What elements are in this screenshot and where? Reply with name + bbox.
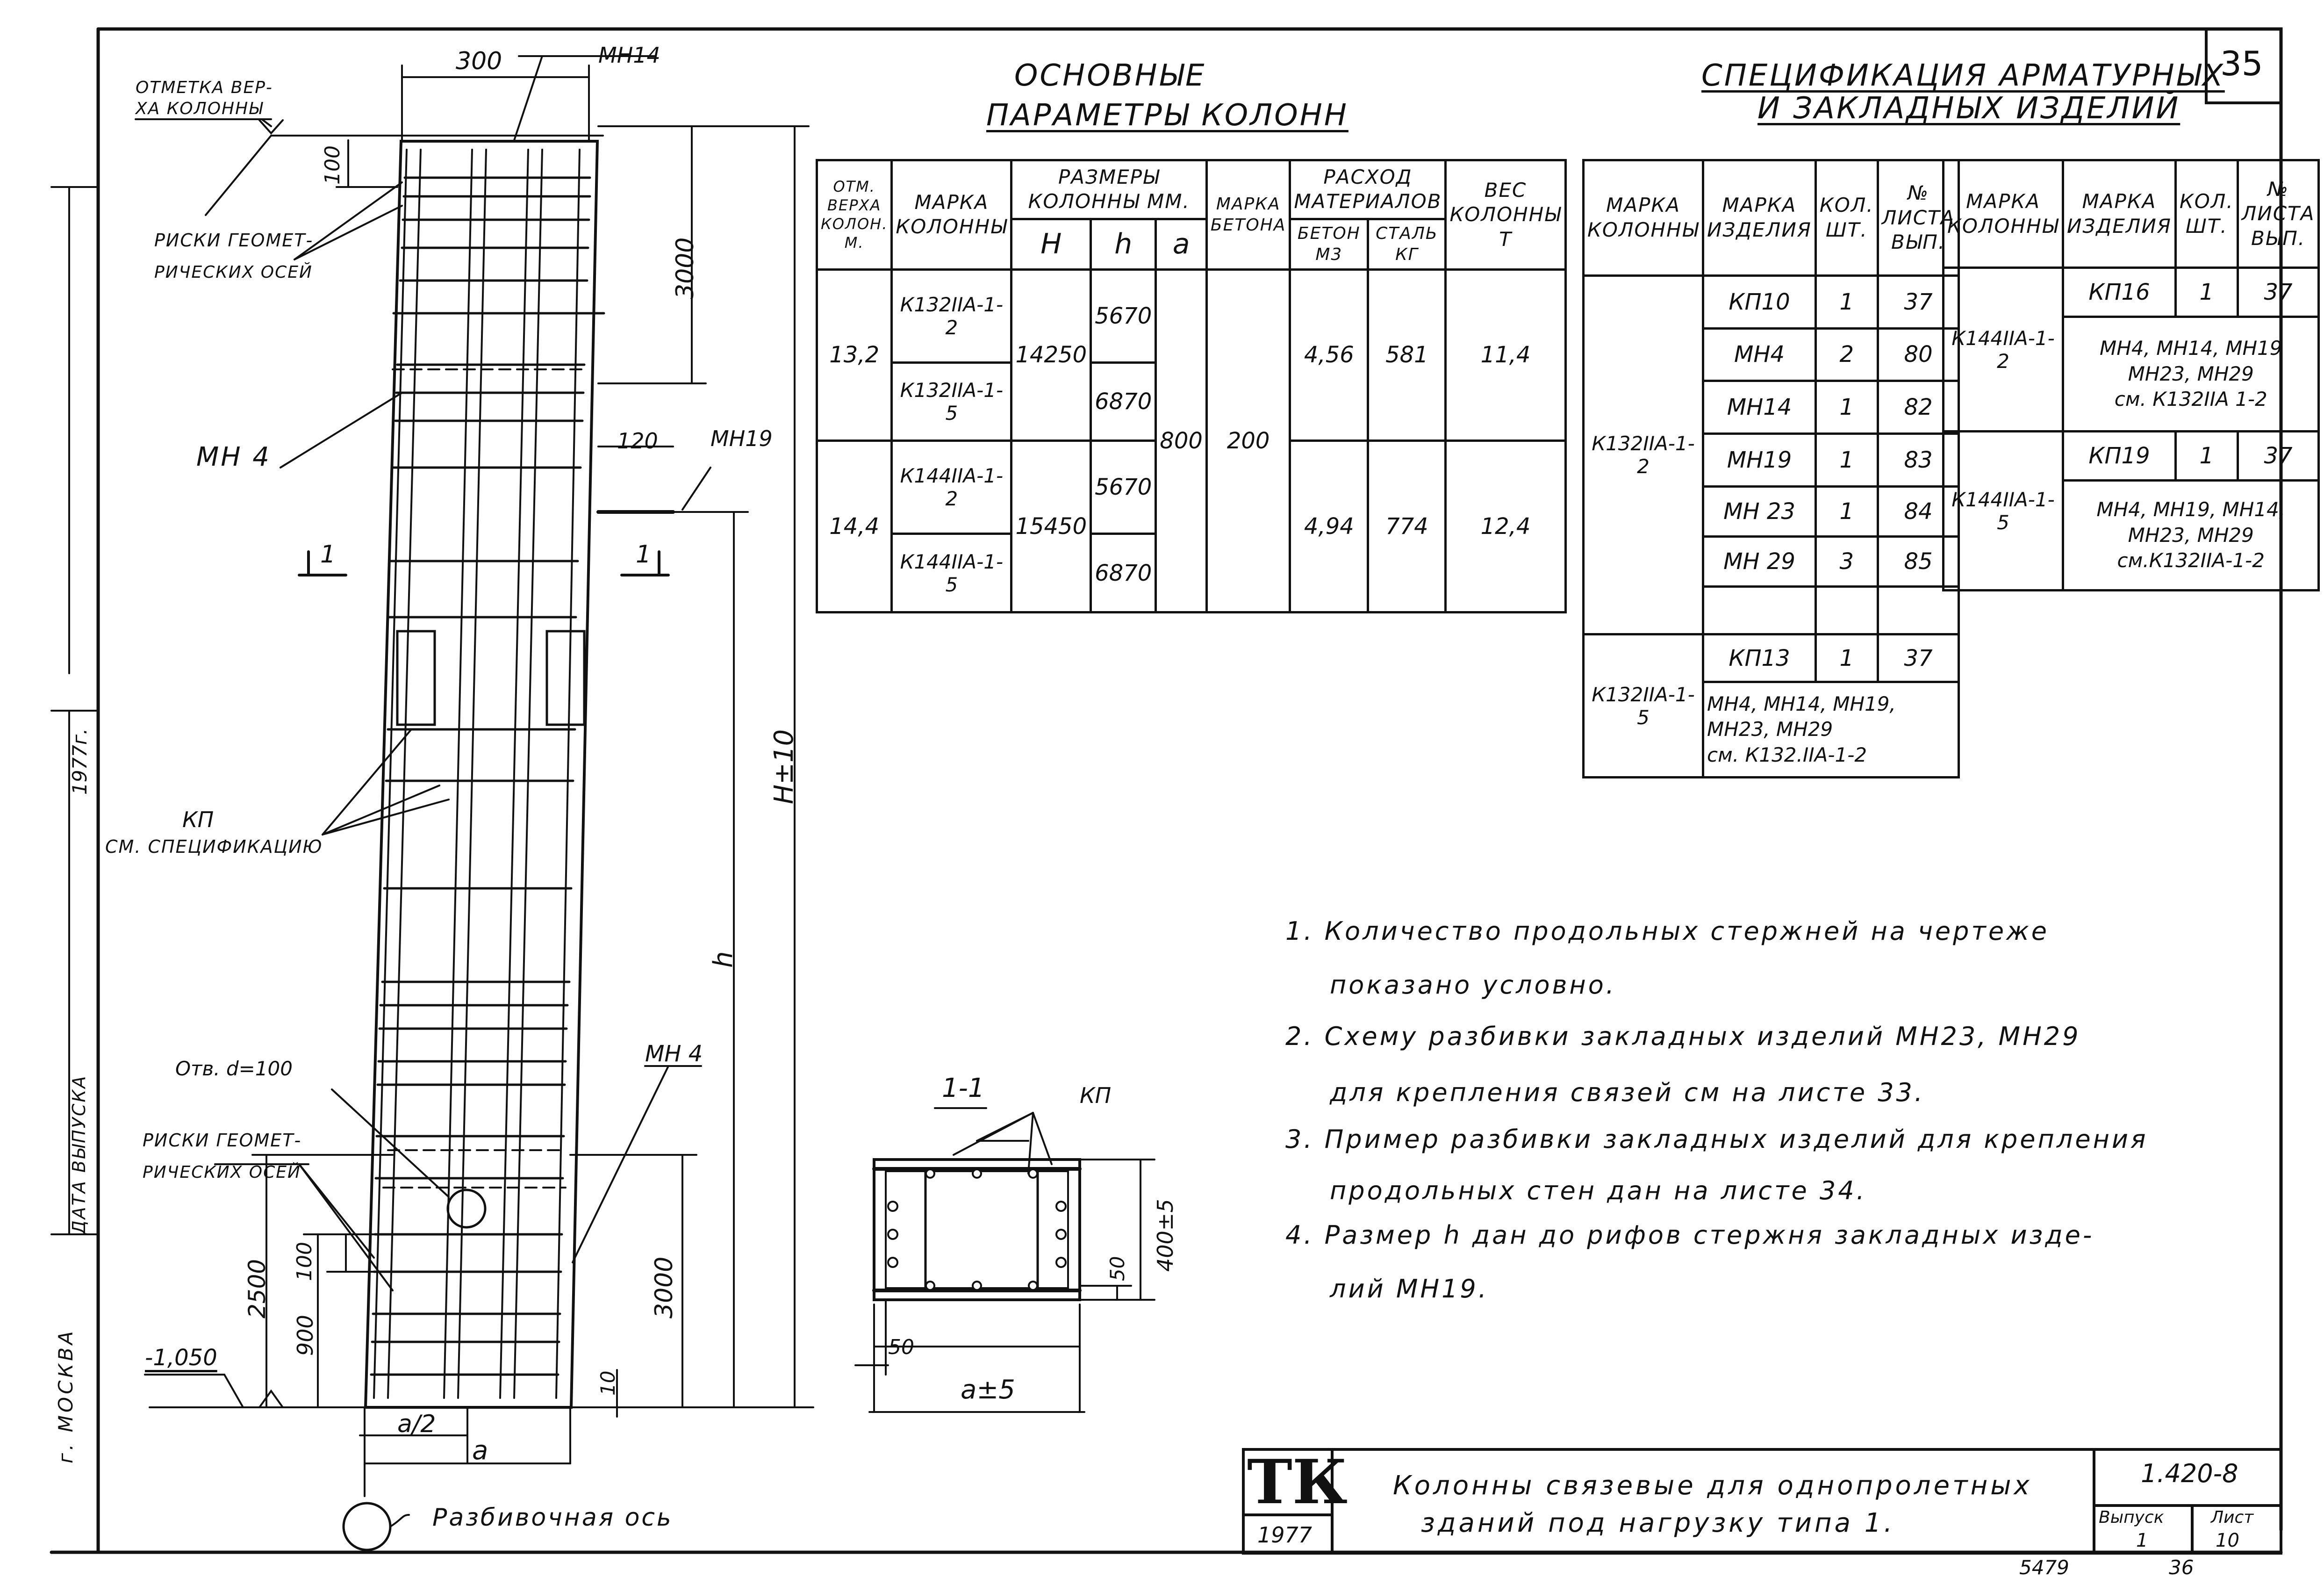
spec-l2-qty: 1 — [1815, 634, 1878, 682]
spec-l-item-6: МН 29 — [1703, 536, 1816, 586]
bottom-number-1: 5479 — [2019, 1556, 2069, 1579]
params-title-2: ПАРАМЕТРЫ КОЛОНН — [986, 98, 1348, 133]
spec-l2-item: КП13 — [1703, 634, 1816, 682]
spec-r-h-qty: КОЛ. ШТ. — [2175, 160, 2238, 268]
params-steel-1: 581 — [1368, 269, 1446, 441]
spec-r-h-sheet: № ЛИСТА ВЫП. — [2238, 160, 2319, 268]
params-m3-1: 4,56 — [1290, 269, 1368, 441]
params-h-weight: ВЕС КОЛОННЫ Т — [1446, 160, 1565, 270]
spec-l-h-item: МАРКА ИЗДЕЛИЯ — [1703, 160, 1816, 276]
spec-r1-note — [2063, 317, 2319, 432]
geom-axes-top-2: РИЧЕСКИХ ОСЕЙ — [154, 263, 313, 282]
top-note-line2: ХА КОЛОННЫ — [136, 99, 264, 118]
bottom-number-2: 36 — [2169, 1556, 2194, 1579]
hole-d100 — [448, 1190, 485, 1227]
spec-r2-item: КП19 — [2063, 432, 2176, 481]
spec-l-sheet-4: 83 — [1878, 433, 1959, 486]
spec-r-h-item: МАРКА ИЗДЕЛИЯ — [2063, 160, 2176, 268]
params-weight-1: 11,4 — [1446, 269, 1565, 441]
spec-l-item-5: МН 23 — [1703, 486, 1816, 536]
layout-axis-circle — [344, 1503, 390, 1550]
params-H-2: 15450 — [1011, 441, 1091, 612]
spec-l-sheet-5: 84 — [1878, 486, 1959, 536]
spec-r-mark-2: К144IIА-1-5 — [1944, 432, 2063, 591]
label-kp: КП — [182, 807, 214, 832]
note-line-2: показано условно. — [1330, 970, 1616, 1000]
params-table — [816, 159, 1567, 613]
sheet-number: 35 — [2220, 44, 2263, 83]
params-h-consumption: РАСХОД МАТЕРИАЛОВ — [1290, 160, 1446, 219]
spec-l-item-2: МН4 — [1703, 328, 1816, 381]
section-outline — [874, 1160, 1080, 1300]
dim-10: 10 — [596, 1370, 619, 1396]
spec-r1-sheet: 37 — [2238, 268, 2319, 317]
params-H-1: 14250 — [1011, 269, 1091, 441]
spec-l-qty-5: 1 — [1815, 486, 1878, 536]
section-dim-50-left: 50 — [888, 1335, 914, 1359]
dim-3000-top: 3000 — [671, 237, 699, 299]
drawing-title-2: зданий под нагрузку типа 1. — [1421, 1508, 1895, 1538]
drawing-title-1: Колонны связевые для однопролетных — [1393, 1470, 2032, 1501]
spec-l-h-col: МАРКА КОЛОННЫ — [1584, 160, 1703, 276]
label-mn19: МН19 — [710, 426, 773, 451]
section-dim-50-right: 50 — [1106, 1256, 1129, 1281]
note-line-8: лий МН19. — [1330, 1274, 1489, 1304]
dim-h10: H±10 — [769, 729, 799, 804]
params-h-a: a — [1156, 219, 1207, 269]
issue-value: 1 — [2136, 1530, 2148, 1551]
dim-3000-bot: 3000 — [650, 1256, 678, 1318]
spec-table-left — [1582, 159, 1960, 778]
note-line-5: 3. Пример разбивки закладных изделий для крепления — [1285, 1124, 2148, 1154]
kp-plate-right — [547, 631, 584, 725]
top-note-line1: ОТМЕТКА ВЕР- — [136, 78, 273, 97]
label-mn4-left: МН 4 — [196, 442, 271, 472]
dim-100-top: 100 — [321, 145, 344, 185]
params-mark-2b: К144IIА-1-5 — [892, 534, 1011, 612]
spec-r1-note-3: см. К132IIА 1-2 — [2114, 388, 2267, 411]
params-mark-1a: К132IIА-1-2 — [892, 269, 1011, 362]
label-kp-see-spec: СМ. СПЕЦИФИКАЦИЮ — [105, 836, 323, 857]
dim-300: 300 — [456, 47, 502, 75]
spec-title-2: И ЗАКЛАДНЫХ ИЗДЕЛИЙ — [1757, 91, 2181, 126]
spec-l2-sheet: 37 — [1878, 634, 1959, 682]
params-mark-2a: К144IIА-1-2 — [892, 441, 1011, 534]
spec-l-mark-2: К132IIА-1-5 — [1584, 634, 1703, 778]
section-title: 1-1 — [942, 1073, 985, 1103]
spec-title-1: СПЕЦИФИКАЦИЯ АРМАТУРНЫХ — [1701, 58, 2225, 93]
note-line-3: 2. Схему разбивки закладных изделий МН23, МН29 — [1285, 1022, 2081, 1051]
section-mark-left: 1 — [320, 540, 336, 569]
spec-l2-note-1: МН4, МН14, МН19, — [1707, 692, 1896, 715]
params-h-steel: СТАЛЬ КГ — [1368, 219, 1446, 269]
section-mark-right: 1 — [636, 540, 652, 569]
spec-r-h-col: МАРКА КОЛОННЫ — [1944, 160, 2063, 268]
spec-r2-sheet: 37 — [2238, 432, 2319, 481]
dim-100-bot: 100 — [293, 1242, 316, 1281]
spec-l-item-1: КП10 — [1703, 275, 1816, 328]
params-steel-2: 774 — [1368, 441, 1446, 612]
params-mark-1b: К132IIА-1-5 — [892, 362, 1011, 441]
tk-logo: ТК — [1247, 1446, 1348, 1518]
params-concrete-grade: 200 — [1206, 269, 1290, 612]
spec-l-empty-sheet — [1878, 587, 1959, 634]
geom-axes-bot-2: РИЧЕСКИХ ОСЕЙ — [143, 1163, 301, 1182]
spec-l-qty-4: 1 — [1815, 433, 1878, 486]
spec-l2-note — [1703, 682, 1959, 778]
spec-r1-note-1: МН4, МН14, МН19 — [2100, 337, 2282, 360]
level-mark: -1,050 — [145, 1345, 217, 1371]
sheet-label: Лист — [2211, 1508, 2254, 1527]
label-mn14: МН14 — [598, 43, 660, 68]
note-line-4: для крепления связей см на листе 33. — [1330, 1078, 1925, 1107]
spec-l-sheet-2: 80 — [1878, 328, 1959, 381]
section-dim-400: 400±5 — [1153, 1199, 1178, 1272]
note-line-7: 4. Размер h дан до рифов стержня закладных изде- — [1285, 1220, 2094, 1250]
params-h-2a: 5670 — [1091, 441, 1156, 534]
params-h-1b: 6870 — [1091, 362, 1156, 441]
tk-year: 1977 — [1257, 1522, 1313, 1548]
section-kp: КП — [1080, 1083, 1112, 1108]
dim-2500: 2500 — [244, 1259, 271, 1318]
spec-l-sheet-6: 85 — [1878, 536, 1959, 586]
sheet-value: 10 — [2216, 1530, 2239, 1551]
dim-900: 900 — [293, 1315, 318, 1356]
spec-l-item-4: МН19 — [1703, 433, 1816, 486]
issue-label: Выпуск — [2099, 1508, 2164, 1527]
params-weight-2: 12,4 — [1446, 441, 1565, 612]
spec-l2-note-2: МН23, МН29 — [1707, 718, 1833, 741]
params-elev-1: 13,2 — [817, 269, 892, 441]
spec-l-h-sheet: № ЛИСТА ВЫП. — [1878, 160, 1959, 276]
params-m3-2: 4,94 — [1290, 441, 1368, 612]
params-a: 800 — [1156, 269, 1207, 612]
spec-l-empty-qty — [1815, 587, 1878, 634]
dim-h: h — [708, 951, 739, 968]
spec-r-mark-1: К144IIА-1-2 — [1944, 268, 2063, 432]
params-h-1a: 5670 — [1091, 269, 1156, 362]
spec-r2-qty: 1 — [2175, 432, 2238, 481]
spec-l-qty-2: 2 — [1815, 328, 1878, 381]
params-h-h: h — [1091, 219, 1156, 269]
spec-r2-note-1: МН4, МН19, МН14, — [2096, 498, 2286, 521]
params-h-elev: ОТМ. ВЕРХА КОЛОН. М. — [817, 160, 892, 270]
spec-r2-note — [2063, 481, 2319, 591]
geom-axes-bot-1: РИСКИ ГЕОМЕТ- — [143, 1130, 302, 1151]
params-h-concrete: МАРКА БЕТОНА — [1206, 160, 1290, 270]
params-title-1: ОСНОВНЫЕ — [1014, 58, 1206, 93]
spec-l-empty-item — [1703, 587, 1816, 634]
params-h-H: H — [1011, 219, 1091, 269]
spec-l-item-3: МН14 — [1703, 381, 1816, 434]
spec-l-qty-3: 1 — [1815, 381, 1878, 434]
spec-table-right — [1942, 159, 2320, 591]
release-year: 1977г. — [68, 728, 91, 795]
city-label: г. МОСКВА — [54, 1328, 77, 1463]
kp-plate-left — [397, 631, 435, 725]
note-line-1: 1. Количество продольных стержней на чертеже — [1285, 916, 2049, 946]
spec-l-h-qty: КОЛ. ШТ. — [1815, 160, 1878, 276]
params-h-2b: 6870 — [1091, 534, 1156, 612]
spec-r1-item: КП16 — [2063, 268, 2176, 317]
dim-a-half: a/2 — [397, 1410, 436, 1438]
section-dim-a5: a±5 — [961, 1375, 1015, 1405]
spec-l2-note-3: см. К132.IIА-1-2 — [1707, 743, 1867, 766]
params-h-dims: РАЗМЕРЫ КОЛОННЫ ММ. — [1011, 160, 1206, 219]
params-h-concrete-vol: БЕТОН М3 — [1290, 219, 1368, 269]
series-number: 1.420-8 — [2141, 1459, 2238, 1488]
layout-axis-label: Разбивочная ось — [432, 1504, 673, 1532]
note-line-6: продольных стен дан на листе 34. — [1330, 1176, 1867, 1205]
spec-r1-qty: 1 — [2175, 268, 2238, 317]
spec-r1-note-2: МН23, МН29 — [2128, 362, 2254, 385]
spec-l-qty-6: 3 — [1815, 536, 1878, 586]
spec-l-qty-1: 1 — [1815, 275, 1878, 328]
spec-l-mark-1: К132IIА-1-2 — [1584, 275, 1703, 634]
spec-l-sheet-1: 37 — [1878, 275, 1959, 328]
dim-120: 120 — [617, 428, 658, 454]
params-elev-2: 14,4 — [817, 441, 892, 612]
stirrups — [371, 178, 604, 1375]
label-mn4-right: МН 4 — [645, 1041, 703, 1067]
label-hole: Отв. d=100 — [175, 1057, 293, 1080]
geom-axes-top-1: РИСКИ ГЕОМЕТ- — [154, 230, 314, 251]
spec-l-sheet-3: 82 — [1878, 381, 1959, 434]
params-h-mark: МАРКА КОЛОННЫ — [892, 160, 1011, 270]
dim-a: a — [472, 1435, 488, 1466]
release-date-label: ДАТА ВЫПУСКА — [69, 1074, 89, 1234]
spec-r2-note-2: МН23, МН29 — [2128, 523, 2254, 547]
spec-r2-note-3: см.К132IIА-1-2 — [2117, 549, 2265, 572]
